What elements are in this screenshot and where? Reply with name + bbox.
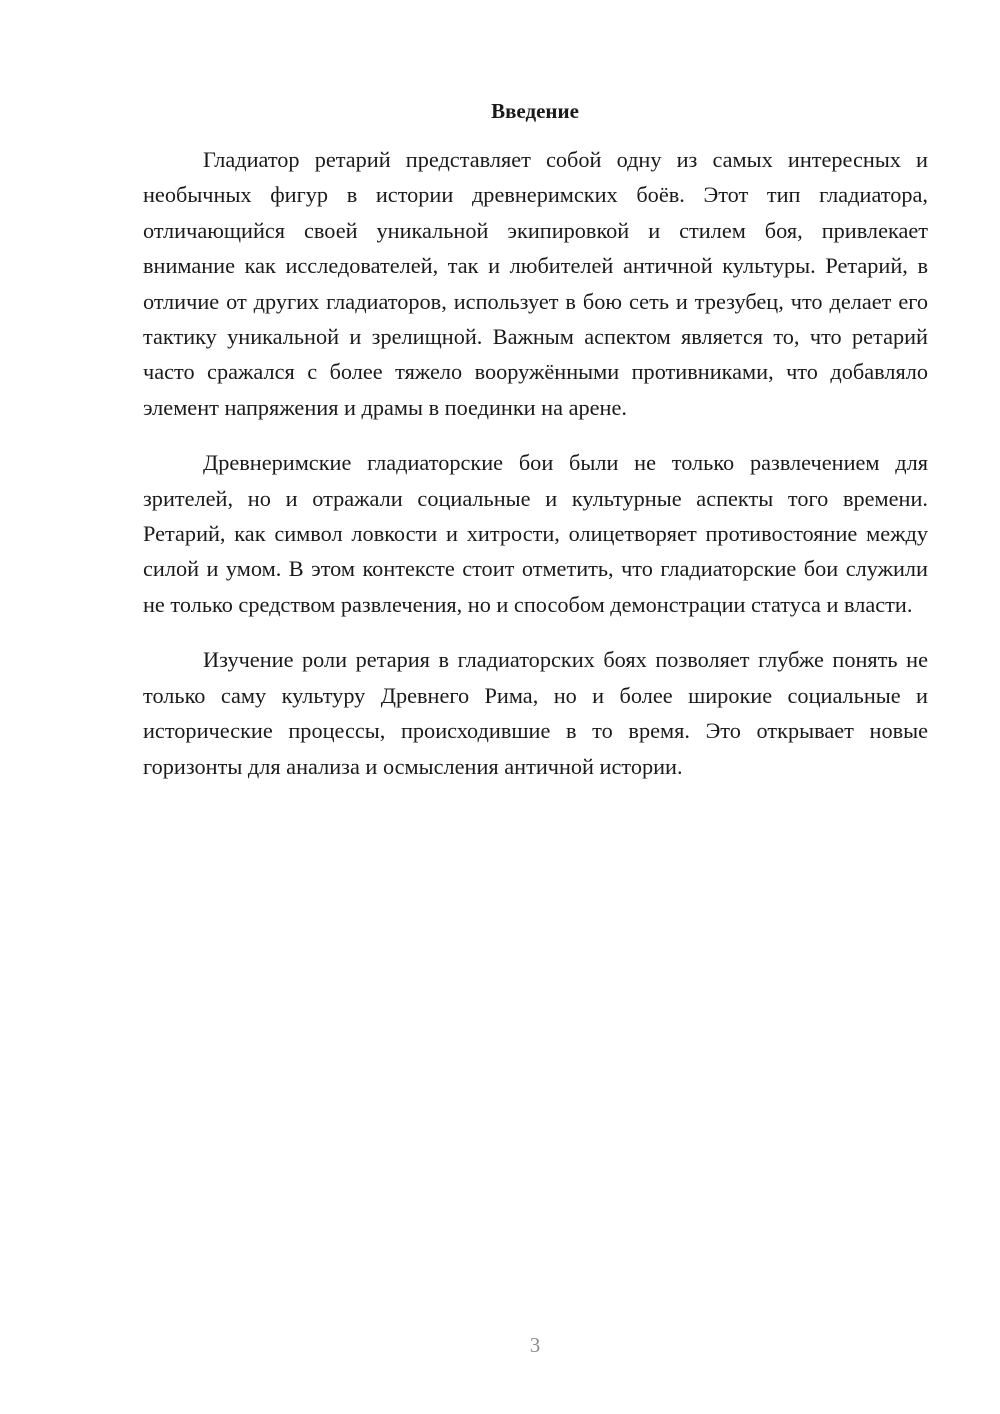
page-number: 3 — [529, 1333, 541, 1357]
section-heading: Введение — [491, 99, 579, 123]
body-text — [143, 142, 928, 804]
paragraph-3: Изучение роли ретария в гладиаторских боях позволяет глубже понять не только саму культуру Древнего Рима, но и более широкие социальные и исторические процессы, происходившие в то время. Это открывает новые горизонты для анализа и осмысления античной истории. — [143, 647, 928, 779]
paragraph-1: Гладиатор ретарий представляет собой одну из самых интересных и необычных фигур в истории древнеримских боёв. Этот тип гладиатора, отличающийся своей уникальной экипировкой и стилем боя, привлекает внимание как исследователей, так и любителей античной культуры. Ретарий, в отличие от других гладиаторов, использует в бою сеть и трезубец, что делает его тактику уникальной и зрелищной. Важным аспектом является то, что ретарий часто сражался с более тяжело вооружёнными противниками, что добавляло элемент напряжения и драмы в поединки на арене. — [143, 147, 928, 420]
paragraph-2: Древнеримские гладиаторские бои были не только развлечением для зрителей, но и отражали социальные и культурные аспекты того времени. Ретарий, как символ ловкости и хитрости, олицетворяет противостояние между силой и умом. В этом контексте стоит отметить, что гладиаторские бои служили не только средством развлечения, но и способом демонстрации статуса и власти. — [143, 450, 928, 617]
